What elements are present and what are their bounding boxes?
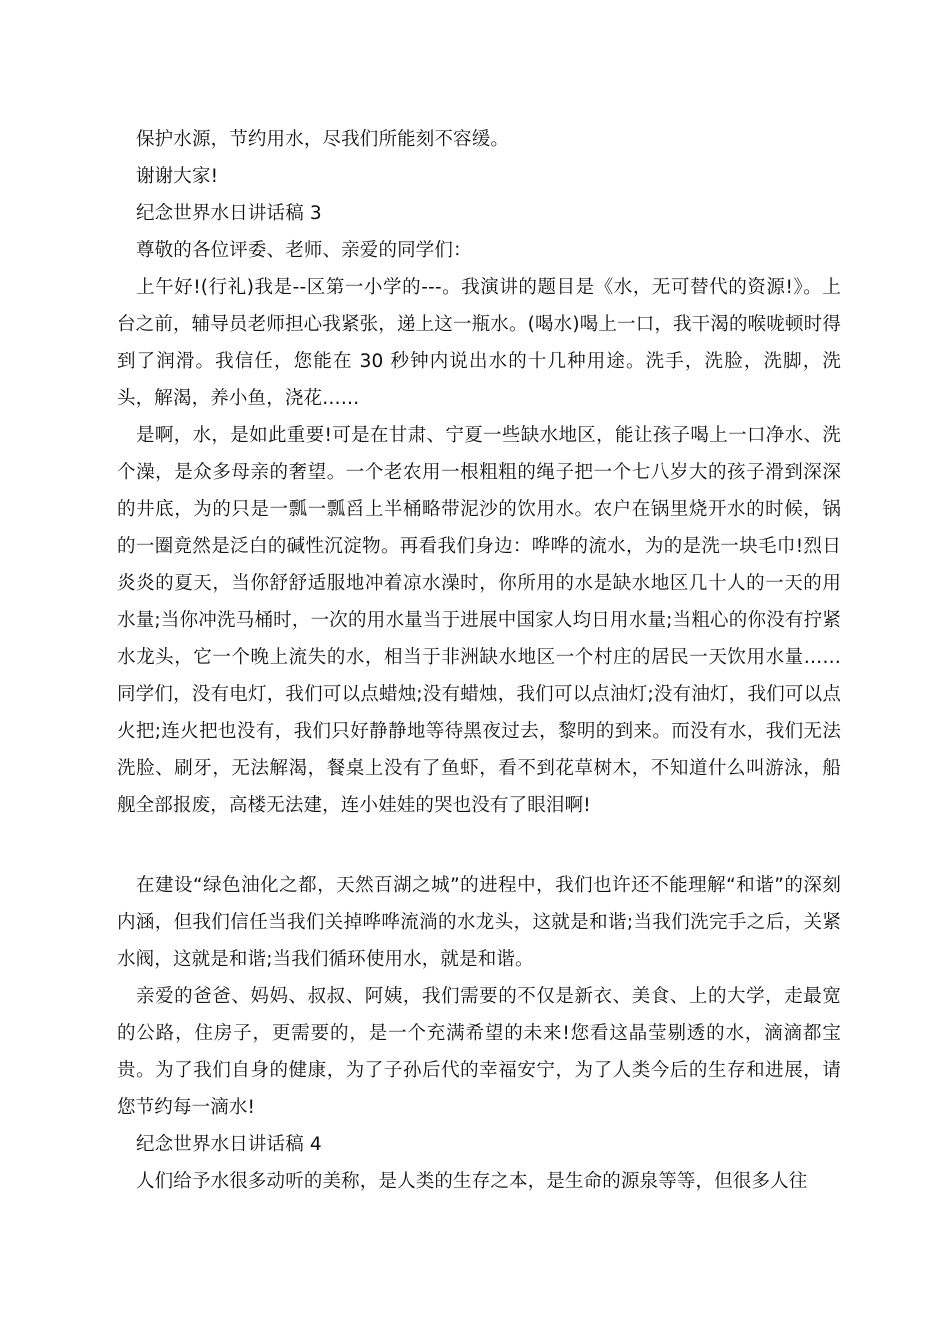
paragraph-harmony: 在建设“绿色油化之都，天然百湖之城”的进程中，我们也许还不能理解“和谐”的深刻内涵，但我们信任当我们关掉哗哗流淌的水龙头，这就是和谐;当我们洗完手之后，关紧水阀，这就是和谐;当我们循环使用水，就是和谐。: [117, 875, 841, 970]
paragraph-salutation: 尊敬的各位评委、老师、亲爱的同学们：: [136, 240, 472, 261]
paragraph-appeal: 亲爱的爸爸、妈妈、叔叔、阿姨，我们需要的不仅是新衣、美食、上的大学，走最宽的公路，住房子，更需要的，是一个充满希望的未来!您看这晶莹剔透的水，滴滴都宝贵。为了我们自身的健康，为了子孙后代的幸福安宁，为了人类今后的生存和进展，请您节约每一滴水!: [117, 986, 841, 1118]
section-heading-3: 纪念世界水日讲话稿 3: [136, 203, 322, 224]
paragraph-thanks: 谢谢大家!: [136, 166, 219, 187]
paragraph-section4-intro: 人们给予水很多动听的美称，是人类的生存之本，是生命的源泉等等，但很多人往: [136, 1171, 808, 1192]
section-heading-4: 纪念世界水日讲话稿 4: [136, 1134, 322, 1155]
paragraph-closing-line: 保护水源，节约用水，尽我们所能刻不容缓。: [136, 129, 510, 150]
paragraph-water-importance: 是啊，水，是如此重要!可是在甘肃、宁夏一些缺水地区，能让孩子喝上一口净水、洗个澡，是众多母亲的奢望。一个老农用一根粗粗的绳子把一个七八岁大的孩子滑到深深的井底，为的只是一瓢一瓢舀上半桶略带泥沙的饮用水。农户在锅里烧开水的时候，锅的一圈竟然是泛白的碱性沉淀物。再看我们身边：哗哗的流水，为的是洗一块毛巾!烈日炎炎的夏天，当你舒舒适服地冲着凉水澡时，你所用的水是缺水地区几十人的一天的用水量;当你冲洗马桶时，一次的用水量当于进展中国家人均日用水量;当粗心的你没有拧紧水龙头，它一个晚上流失的水，相当于非洲缺水地区一个村庄的居民一天饮用水量……同学们，没有电灯，我们可以点蜡烛;没有蜡烛，我们可以点油灯;没有油灯，我们可以点火把;连火把也没有，我们只好静静地等待黑夜过去，黎明的到来。而没有水，我们无法洗脸、刷牙，无法解渴，餐桌上没有了鱼虾，看不到花草树木，不知道什么叫游泳，船舰全部报废，高楼无法建，连小娃娃的哭也没有了眼泪啊!: [117, 425, 841, 816]
paragraph-greeting: 上午好!(行礼)我是--区第一小学的---。我演讲的题目是《水，无可替代的资源!》。上台之前，辅导员老师担心我紧张，递上这一瓶水。(喝水)喝上一口，我干渴的喉咙顿时得到了润滑。我信任，您能在 30 秒钟内说出水的十几种用途。洗手，洗脸，洗脚，洗头，解渴，养小鱼，浇花……: [117, 277, 841, 409]
